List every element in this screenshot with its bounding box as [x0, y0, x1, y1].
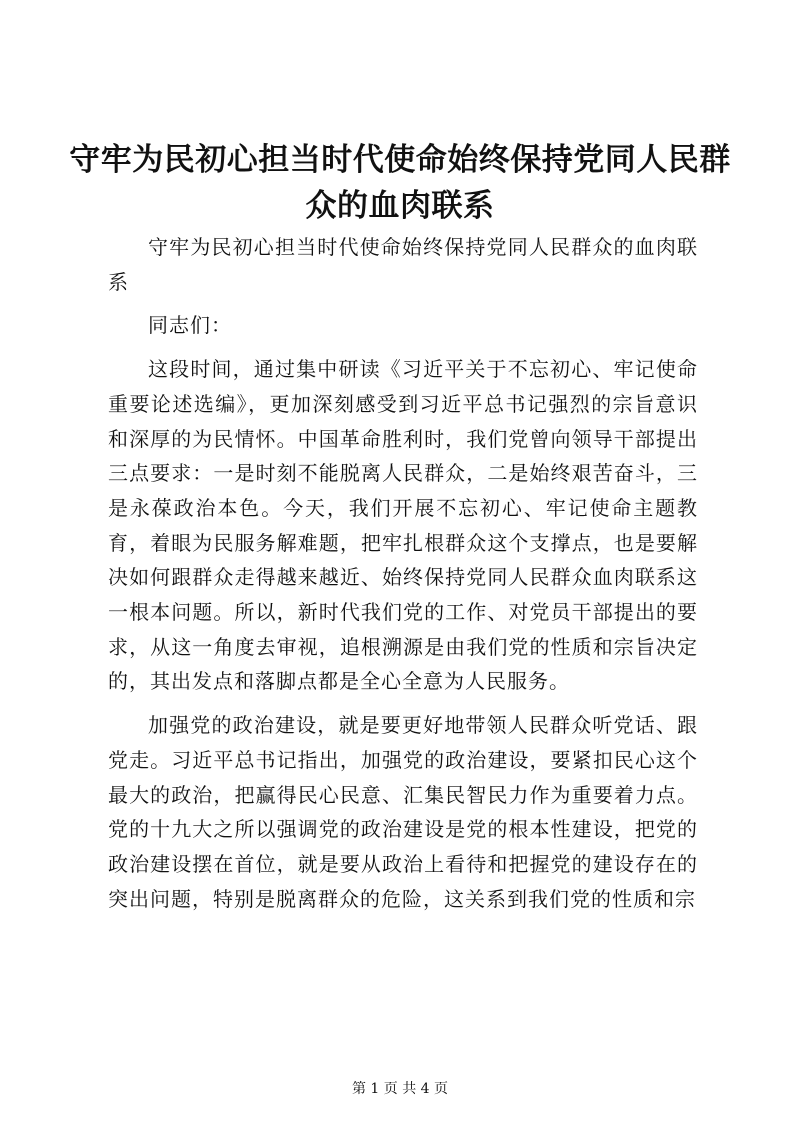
paragraph-body-2: 加强党的政治建设，就是要更好地带领人民群众听党话、跟党走。习近平总书记指出，加强党的政治建设，要紧扣民心这个最大的政治，把赢得民心民意、汇集民智民力作为重要着力点。党的十九大之所以强调党的政治建设是党的根本性建设，把党的政治建设摆在首位，就是要从政治上看待和把握党的建设存在的突出问题，特别是脱离群众的危险，这关系到我们党的性质和宗	[108, 713, 698, 911]
document-body	[108, 230, 698, 925]
paragraph-salutation: 同志们：	[148, 313, 232, 338]
paragraph-subtitle: 守牢为民初心担当时代使命始终保持党同人民群众的血肉联系	[108, 235, 698, 294]
document-title: 守牢为民初心担当时代使命始终保持党同人民群众的血肉联系	[69, 142, 731, 224]
paragraph-body-1: 这段时间，通过集中研读《习近平关于不忘初心、牢记使命重要论述选编》，更加深刻感受到习近平总书记强烈的宗旨意识和深厚的为民情怀。中国革命胜利时，我们党曾向领导干部提出三点要求：一是时刻不能脱离人民群众，二是始终艰苦奋斗，三是永葆政治本色。今天，我们开展不忘初心、牢记使命主题教育，着眼为民服务解难题，把牢扎根群众这个支撑点，也是要解决如何跟群众走得越来越近、始终保持党同人民群众血肉联系这一根本问题。所以，新时代我们党的工作、对党员干部提出的要求，从这一角度去审视，追根溯源是由我们党的性质和宗旨决定的，其出发点和落脚点都是全心全意为人民服务。	[108, 357, 698, 694]
page-footer: 第 1 页 共 4 页	[351, 1081, 449, 1097]
